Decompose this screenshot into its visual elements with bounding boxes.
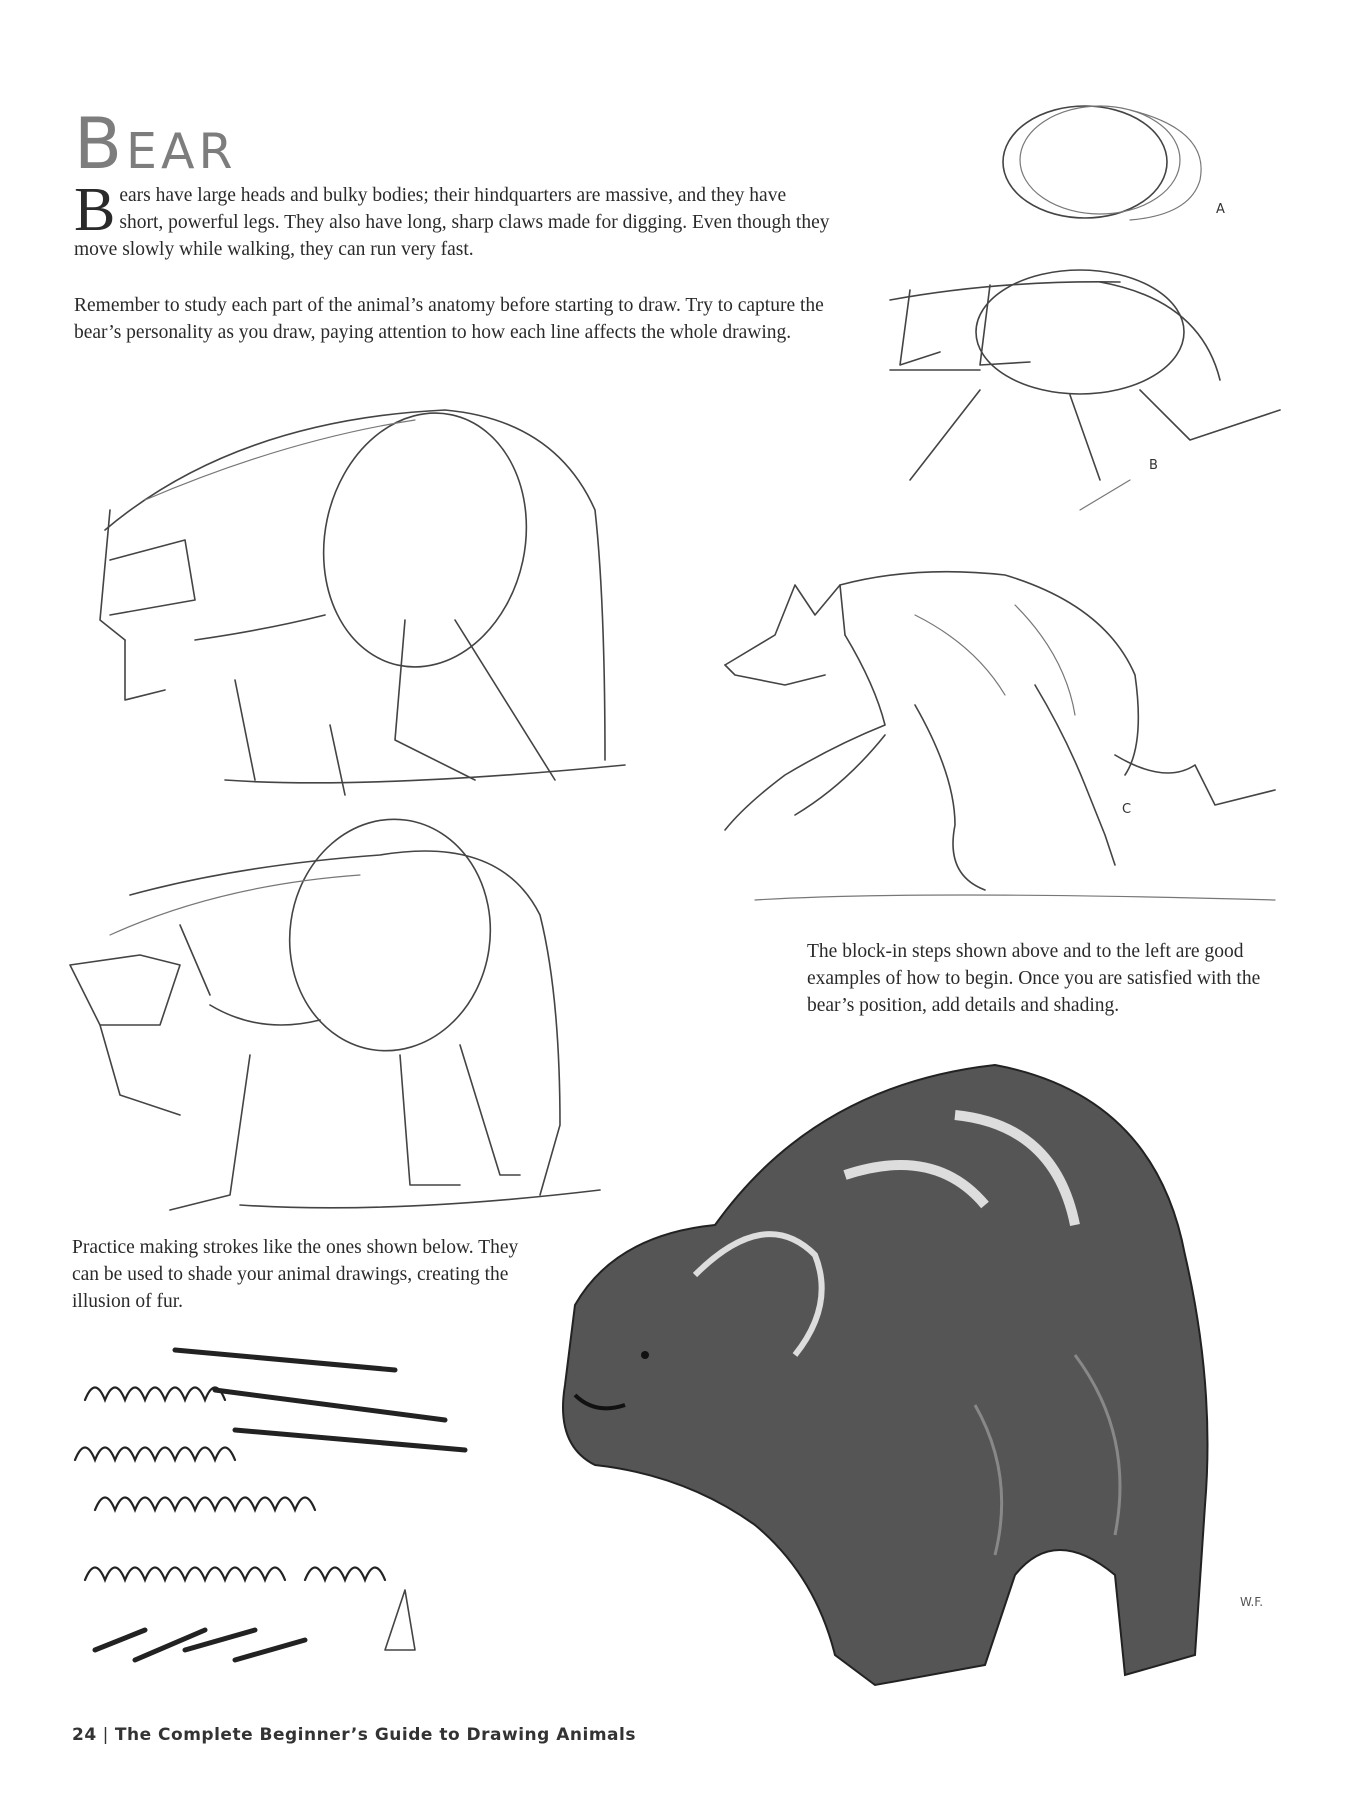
intro-paragraph	[74, 176, 834, 263]
block-in-sketch-1	[85, 400, 645, 810]
artist-signature: W.F.	[1240, 1595, 1264, 1609]
study-paragraph: Remember to study each part of the animal’s anatomy before starting to draw. Try to capture the bear’s personality as you draw, paying attention to how each line affects the whole drawing.	[74, 295, 824, 343]
step-a-oval-sketch	[1000, 100, 1230, 230]
fur-stroke-examples	[65, 1330, 485, 1710]
step-c-walking-bear-sketch	[715, 545, 1285, 910]
book-title: The Complete Beginner’s Guide to Drawing Animals	[114, 1725, 636, 1745]
page-footer	[72, 1725, 636, 1745]
block-in-paragraph: The block-in steps shown above and to the left are good examples of how to begin. Once you are satisfied with the bear’s position, add details and shading.	[807, 941, 1261, 1016]
step-a-label: A	[1216, 202, 1225, 217]
practice-paragraph: Practice making strokes like the ones shown below. They can be used to shade your animal drawings, creating the illusion of fur.	[72, 1237, 519, 1312]
drop-cap: B	[74, 176, 116, 244]
finished-bear-drawing	[515, 1055, 1275, 1705]
intro-text: ears have large heads and bulky bodies; their hindquarters are massive, and they have short, powerful legs. They also have long, sharp claws made for digging. Even though they move slowly while walking, they can run very fast.	[74, 185, 830, 260]
step-c-label: C	[1122, 802, 1132, 817]
page-number: 24	[72, 1725, 97, 1745]
step-b-frame-sketch	[880, 270, 1300, 520]
step-b-label: B	[1149, 458, 1158, 473]
page-title: Bear	[74, 102, 237, 185]
footer-separator: |	[102, 1725, 109, 1745]
